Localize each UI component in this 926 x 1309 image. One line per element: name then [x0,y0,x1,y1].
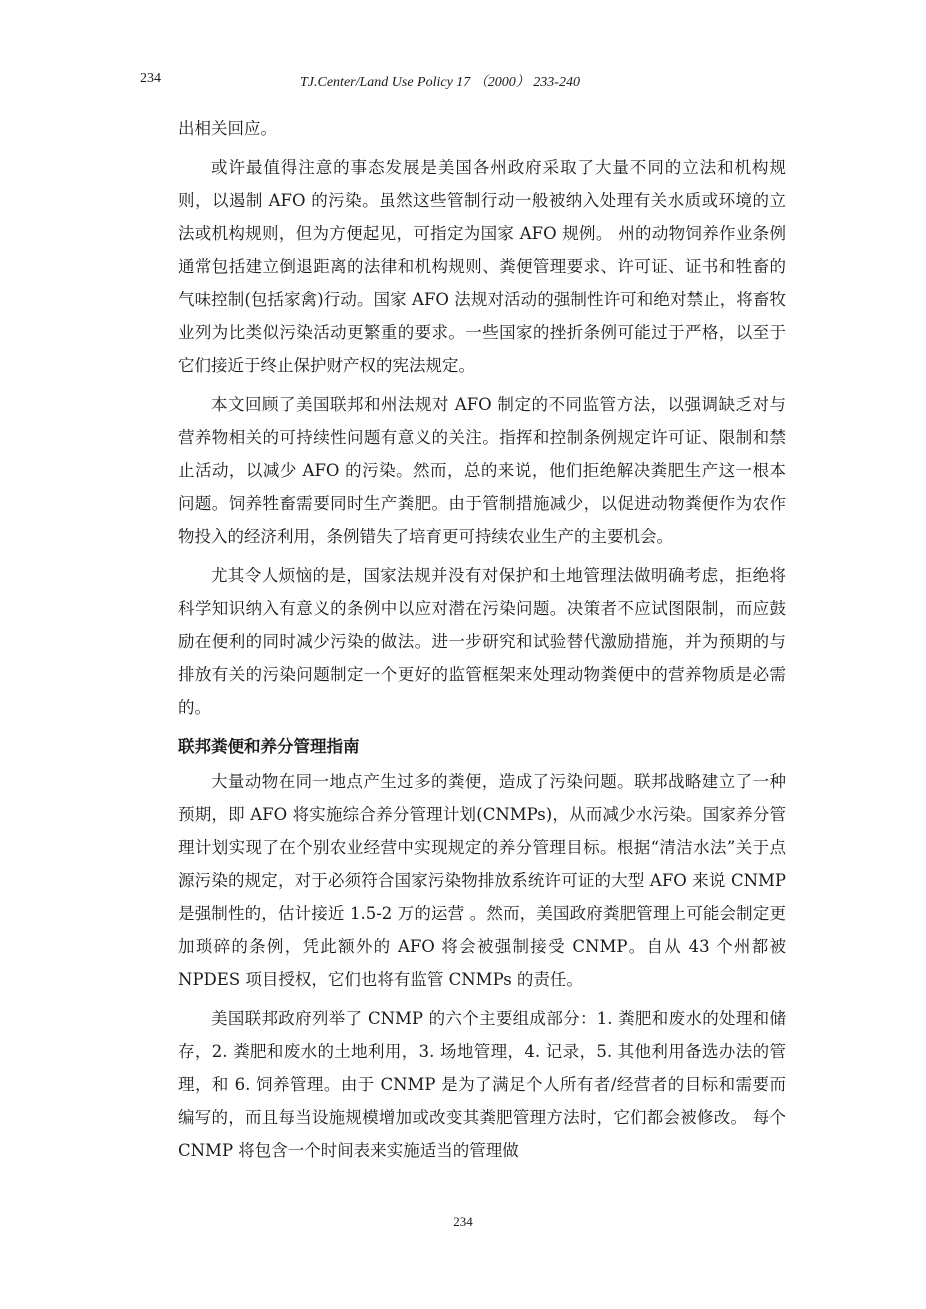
paragraph: 出相关回应。 [178,119,277,138]
footer-page-number: 234 [453,1214,473,1229]
section-heading: 联邦粪便和养分管理指南 [178,737,360,756]
body-text [178,112,786,1173]
header-page-number: 234 [140,71,161,86]
paragraph: 尤其令人烦恼的是，国家法规并没有对保护和土地管理法做明确考虑，拒绝将科学知识纳入有意义的条例中以应对潜在污染问题。决策者不应试图限制，而应鼓励在便利的同时减少污染的做法。进一步研究和试验替代激励措施，并为预期的与排放有关的污染问题制定一个更好的监管框架来处理动物粪便中的营养物质是必需的。 [178,566,786,717]
paragraph: 本文回顾了美国联邦和州法规对 AFO 制定的不同监管方法，以强调缺乏对与营养物相关的可持续性问题有意义的关注。指挥和控制条例规定许可证、限制和禁止活动，以减少 AFO 的污染。然而，总的来说，他们拒绝解决粪肥生产这一根本问题。饲养牲畜需要同时生产粪肥。由于管制措施减少，以促进动物粪便作为农作物投入的经济利用，条例错失了培育更可持续农业生产的主要机会。 [178,395,786,546]
paragraph: 美国联邦政府列举了 CNMP 的六个主要组成部分：1. 粪肥和废水的处理和储存，2. 粪肥和废水的土地利用，3. 场地管理，4. 记录，5. 其他利用备选办法的管理，和 6. 饲养管理。由于 CNMP 是为了满足个人所有者/经营者的目标和需要而编写的，而且每当设施规模增加或改变其粪肥管理方法时，它们都会被修改。 每个 CNMP 将包含一个时间表来实施适当的管理做 [178,1009,786,1160]
running-title: TJ.Center/Land Use Policy 17 （2000） 233-240 [300,75,580,90]
paragraph: 或许最值得注意的事态发展是美国各州政府采取了大量不同的立法和机构规则，以遏制 AFO 的污染。虽然这些管制行动一般被纳入处理有关水质或环境的立法或机构规则，但为方便起见，可指定为国家 AFO 规例。 州的动物饲养作业条例通常包括建立倒退距离的法律和机构规则、粪便管理要求、许可证、证书和牲畜的气味控制(包括家禽)行动。国家 AFO 法规对活动的强制性许可和绝对禁止，将畜牧业列为比类似污染活动更繁重的要求。一些国家的挫折条例可能过于严格，以至于它们接近于终止保护财产权的宪法规定。 [178,158,786,375]
paragraph: 大量动物在同一地点产生过多的粪便，造成了污染问题。联邦战略建立了一种预期，即 AFO 将实施综合养分管理计划(CNMPs)，从而减少水污染。国家养分管理计划实现了在个别农业经营中实现规定的养分管理目标。根据“清洁水法”关于点源污染的规定，对于必须符合国家污染物排放系统许可证的大型 AFO 来说 CNMP 是强制性的，估计接近 1.5-2 万的运营 。然而，美国政府粪肥管理上可能会制定更加琐碎的条例，凭此额外的 AFO 将会被强制接受 CNMP。自从 43 个州都被 NPDES 项目授权，它们也将有监管 CNMPs 的责任。 [178,772,786,989]
